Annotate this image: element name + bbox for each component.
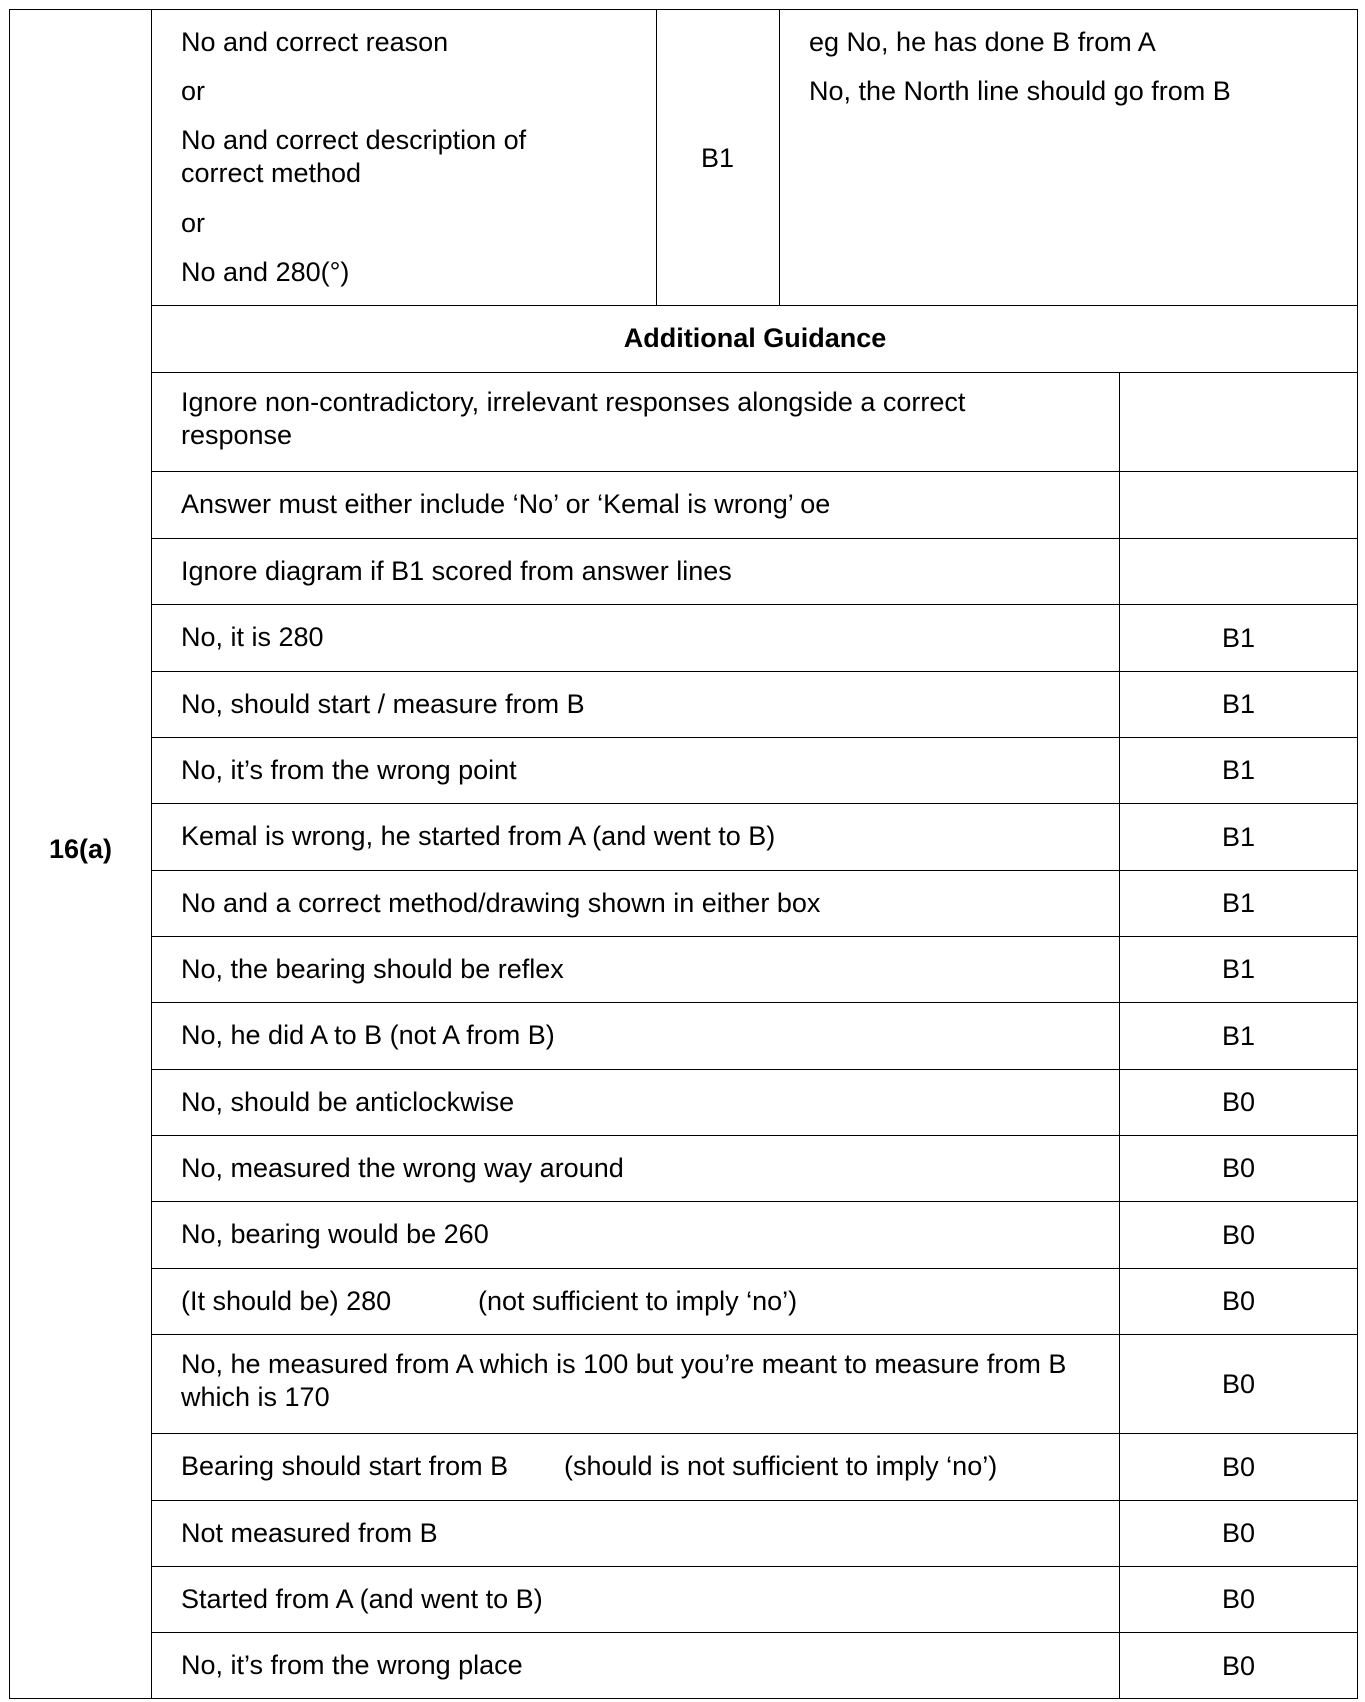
guidance-row-text: No, it is 280: [181, 622, 324, 652]
guidance-heading: Additional Guidance: [623, 323, 887, 353]
guidance-row-text: No, it’s from the wrong place: [181, 1650, 523, 1680]
guidance-row-mark: B0: [1221, 1452, 1256, 1482]
guidance-row-note: (should is not sufficient to imply ‘no’): [564, 1451, 998, 1481]
guidance-row-text: Kemal is wrong, he started from A (and went to B): [181, 821, 776, 851]
row-divider: [152, 471, 1358, 472]
row-divider: [152, 1566, 1358, 1567]
row-divider: [152, 936, 1358, 937]
row-divider: [152, 870, 1358, 871]
guidance-row-mark: B0: [1221, 1087, 1256, 1117]
guidance-row-mark: B0: [1221, 1369, 1256, 1399]
answer-comment: eg No, he has done B from A: [809, 27, 1156, 57]
guidance-row-mark: B1: [1221, 623, 1256, 653]
row-divider: [152, 1069, 1358, 1070]
row-divider: [152, 1500, 1358, 1501]
guidance-row-mark: B0: [1221, 1584, 1256, 1614]
row-divider: [152, 1433, 1358, 1434]
row-divider: [152, 1632, 1358, 1633]
row-divider: [152, 1135, 1358, 1136]
guidance-row-text: No, he measured from A which is 100 but you’re meant to measure from B which is 170: [181, 1349, 1067, 1412]
guidance-row-text: No, measured the wrong way around: [181, 1153, 624, 1183]
guidance-row-text: No, it’s from the wrong point: [181, 755, 517, 785]
guidance-row-mark: B1: [1221, 1021, 1256, 1051]
row-divider: [152, 803, 1358, 804]
row-divider: [152, 372, 1358, 373]
guidance-row-mark: B0: [1221, 1220, 1256, 1250]
answer-line: No and 280(°): [181, 257, 350, 287]
question-number: 16(a): [48, 834, 113, 864]
row-divider: [152, 737, 1358, 738]
guidance-row-mark: B1: [1221, 822, 1256, 852]
guidance-row-text: No, he did A to B (not A from B): [181, 1020, 555, 1050]
guidance-row-mark: B1: [1221, 689, 1256, 719]
guidance-row-text: No, bearing would be 260: [181, 1219, 489, 1249]
guidance-row-text: Not measured from B: [181, 1518, 438, 1548]
answer-line: or: [181, 76, 206, 106]
row-divider: [152, 538, 1358, 539]
guidance-row-text: No, should start / measure from B: [181, 689, 585, 719]
guidance-row-text: Ignore diagram if B1 scored from answer lines: [181, 556, 732, 586]
guidance-row-text: No, the bearing should be reflex: [181, 954, 564, 984]
guidance-row-mark: B1: [1221, 954, 1256, 984]
row-divider: [152, 671, 1358, 672]
guidance-row-text: No, should be anticlockwise: [181, 1087, 515, 1117]
guidance-row-note: (not sufficient to imply ‘no’): [478, 1286, 798, 1316]
guidance-row-mark: B1: [1221, 755, 1256, 785]
guidance-row-text: (It should be) 280: [181, 1286, 392, 1316]
answer-mark: B1: [700, 143, 735, 173]
row-divider: [152, 1002, 1358, 1003]
row-divider: [152, 305, 1358, 306]
row-divider: [152, 604, 1358, 605]
guidance-row-mark: B0: [1221, 1518, 1256, 1548]
guidance-row-mark: B0: [1221, 1651, 1256, 1681]
row-divider: [152, 1201, 1358, 1202]
guidance-row-text: Answer must either include ‘No’ or ‘Kemal is wrong’ oe: [181, 489, 831, 519]
answer-comment: No, the North line should go from B: [809, 76, 1231, 106]
answer-line: or: [181, 208, 206, 238]
guidance-row-mark: B0: [1221, 1286, 1256, 1316]
mark-column-divider: [779, 9, 780, 305]
row-divider: [152, 1334, 1358, 1335]
row-divider: [152, 1268, 1358, 1269]
answer-line: No and correct description of correct method: [181, 125, 527, 188]
guidance-row-text: Started from A (and went to B): [181, 1584, 543, 1614]
guidance-row-mark: B0: [1221, 1153, 1256, 1183]
guidance-row-mark: B1: [1221, 888, 1256, 918]
guidance-row-text: Ignore non-contradictory, irrelevant responses alongside a correct response: [181, 387, 966, 450]
answer-line: No and correct reason: [181, 27, 449, 57]
guidance-row-text: Bearing should start from B: [181, 1451, 509, 1481]
guidance-row-text: No and a correct method/drawing shown in either box: [181, 888, 821, 918]
